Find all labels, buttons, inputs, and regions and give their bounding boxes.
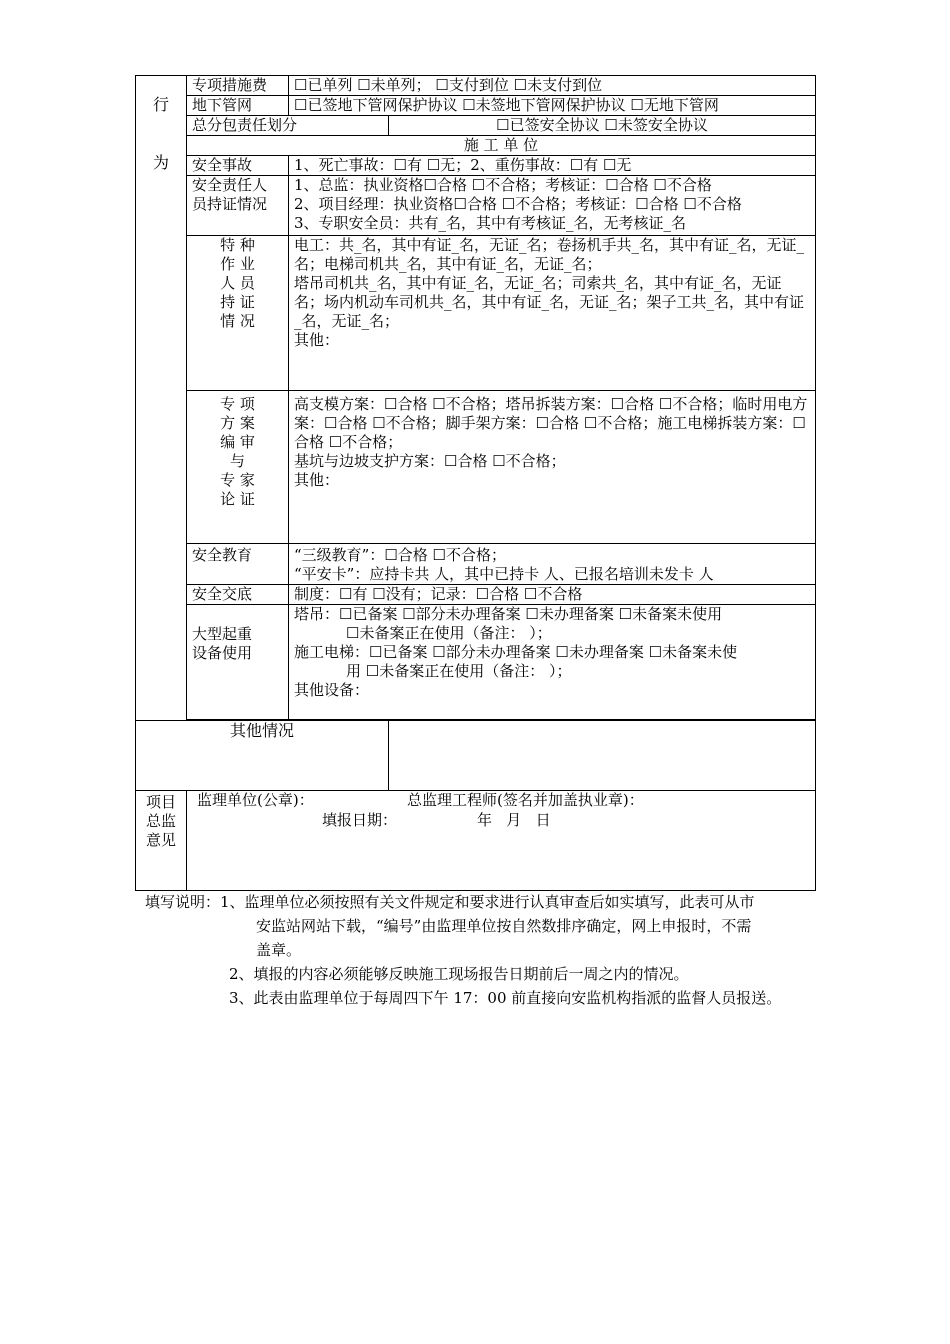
special-fee-label: 专项措施费	[187, 76, 289, 96]
special-plan-label-2: 方 案	[220, 414, 255, 432]
education-line1: “三级教育”：☐合格 ☐不合格；	[294, 546, 507, 564]
behavior-side-label	[136, 76, 187, 721]
subcontract-value[interactable]: ☐已签安全协议 ☐未签安全协议	[389, 116, 816, 136]
special-plan-label-3: 编 审	[220, 433, 255, 451]
equipment-value[interactable]	[289, 605, 816, 720]
special-plan-label-4: 与	[229, 452, 245, 470]
note-line1: 填写说明：1、监理单位必须按照有关文件规定和要求进行认真审查后如实填写，此表可从市	[145, 893, 755, 911]
special-ops-label-2: 作 业	[220, 255, 255, 273]
other-label: 其他情况	[136, 721, 389, 791]
special-plan-line1: 高支模方案：☐合格 ☐不合格；塔吊拆装方案：☐合格 ☐不合格；临时用电方案：☐合格 ☐不合格；脚手架方案：☐合格 ☐不合格；施工电梯拆装方案：☐合格 ☐不合格；	[294, 395, 808, 451]
special-plan-label-5: 专 家	[220, 471, 255, 489]
cert-line1: 1、总监：执业资格☐合格 ☐不合格；考核证：☐合格 ☐不合格	[294, 176, 712, 194]
special-ops-label-3: 人 员	[220, 274, 255, 292]
special-ops-line1: 电工：共_名，其中有证_名，无证_名；卷扬机手共_名，其中有证_名，无证_名；电梯司机共_名，其中有证_名，无证_名；	[294, 236, 805, 273]
opinion-label-2: 总监	[145, 812, 176, 830]
chief-engineer-label: 总监理工程师(签名并加盖执业章)：	[407, 791, 644, 809]
equipment-line1: 塔吊：☐已备案 ☐部分未办理备案 ☐未办理备案 ☐未备案未使用	[294, 605, 723, 623]
cert-label-line1: 安全责任人	[192, 176, 268, 194]
cert-line2: 2、项目经理：执业资格☐合格 ☐不合格；考核证：☐合格 ☐不合格	[294, 195, 742, 213]
education-label: 安全教育	[187, 544, 289, 585]
education-value[interactable]	[289, 544, 816, 585]
special-plan-value[interactable]	[289, 391, 816, 544]
equipment-label-line1: 大型起重	[192, 625, 253, 643]
equipment-label	[187, 605, 289, 720]
equipment-label-line2: 设备使用	[192, 644, 253, 662]
special-ops-line2: 塔吊司机共_名，其中有证_名，无证_名；司索共_名，其中有证_名，无证名；场内机动车司机共_名，其中有证_名，无证_名；架子工共_名，其中有证_名，无证_名；	[294, 274, 805, 330]
cert-label-line2: 员持证情况	[192, 195, 268, 213]
opinion-label-3: 意见	[145, 831, 176, 849]
equipment-line5: 其他设备：	[294, 681, 370, 699]
date-fields[interactable]: 年 月 日	[477, 811, 551, 829]
opinion-label	[136, 791, 187, 891]
side-label-1: 行	[152, 95, 169, 114]
equipment-line4: 用 ☐未备案正在使用（备注： ）；	[346, 662, 572, 680]
note-line2: 安监站网站下载，“编号”由监理单位按自然数排序确定，网上申报时，不需	[256, 917, 752, 935]
cert-line3: 3、专职安全员：共有_名，其中有考核证_名，无考核证_名	[294, 214, 687, 232]
note-line5: 3、此表由监理单位于每周四下午 17：00 前直接向安监机构指派的监督人员报送。	[229, 989, 782, 1007]
special-fee-value[interactable]: ☐已单列 ☐未单列； ☐支付到位 ☐未支付到位	[289, 76, 816, 96]
underground-label: 地下管网	[187, 96, 289, 116]
report-table	[135, 75, 816, 891]
special-ops-label	[187, 236, 289, 391]
education-line2: “平安卡”：应持卡共 人，其中已持卡 人、已报名培训未发卡 人	[294, 565, 714, 583]
special-ops-label-5: 情 况	[220, 312, 255, 330]
note-line4: 2、填报的内容必须能够反映施工现场报告日期前后一周之内的情况。	[229, 965, 689, 983]
fill-instructions	[145, 890, 825, 1010]
side-label-2: 为	[152, 153, 169, 172]
subcontract-label: 总分包责任划分	[187, 116, 389, 136]
supervision-unit-label: 监理单位(公章)：	[197, 791, 314, 809]
underground-value[interactable]: ☐已签地下管网保护协议 ☐未签地下管网保护协议 ☐无地下管网	[289, 96, 816, 116]
accident-value[interactable]: 1、死亡事故：☐有 ☐无；2、重伤事故：☐有 ☐无	[289, 156, 816, 176]
special-plan-line3: 其他：	[294, 471, 340, 489]
special-ops-label-4: 持 证	[220, 293, 255, 311]
opinion-label-1: 项目	[145, 793, 176, 811]
briefing-value[interactable]: 制度：☐有 ☐没有；记录：☐合格 ☐不合格	[289, 585, 816, 605]
section-header: 施 工 单 位	[187, 136, 816, 156]
special-ops-label-1: 特 种	[220, 236, 255, 254]
equipment-line2: ☐未备案正在使用（备注： ）；	[346, 624, 552, 642]
accident-label: 安全事故	[187, 156, 289, 176]
special-ops-value[interactable]	[289, 236, 816, 391]
opinion-value[interactable]	[187, 791, 816, 891]
special-plan-label-1: 专 项	[220, 395, 255, 413]
other-value[interactable]	[389, 721, 816, 791]
cert-value[interactable]	[289, 176, 816, 236]
special-plan-label-6: 论 证	[220, 490, 255, 508]
date-label: 填报日期：	[322, 811, 398, 829]
briefing-label: 安全交底	[187, 585, 289, 605]
note-line3: 盖章。	[256, 941, 302, 959]
special-plan-line2: 基坑与边坡支护方案：☐合格 ☐不合格；	[294, 452, 566, 470]
cert-label	[187, 176, 289, 236]
special-plan-label	[187, 391, 289, 544]
equipment-line3: 施工电梯：☐已备案 ☐部分未办理备案 ☐未办理备案 ☐未备案未使	[294, 643, 738, 661]
special-ops-line3: 其他：	[294, 331, 340, 349]
